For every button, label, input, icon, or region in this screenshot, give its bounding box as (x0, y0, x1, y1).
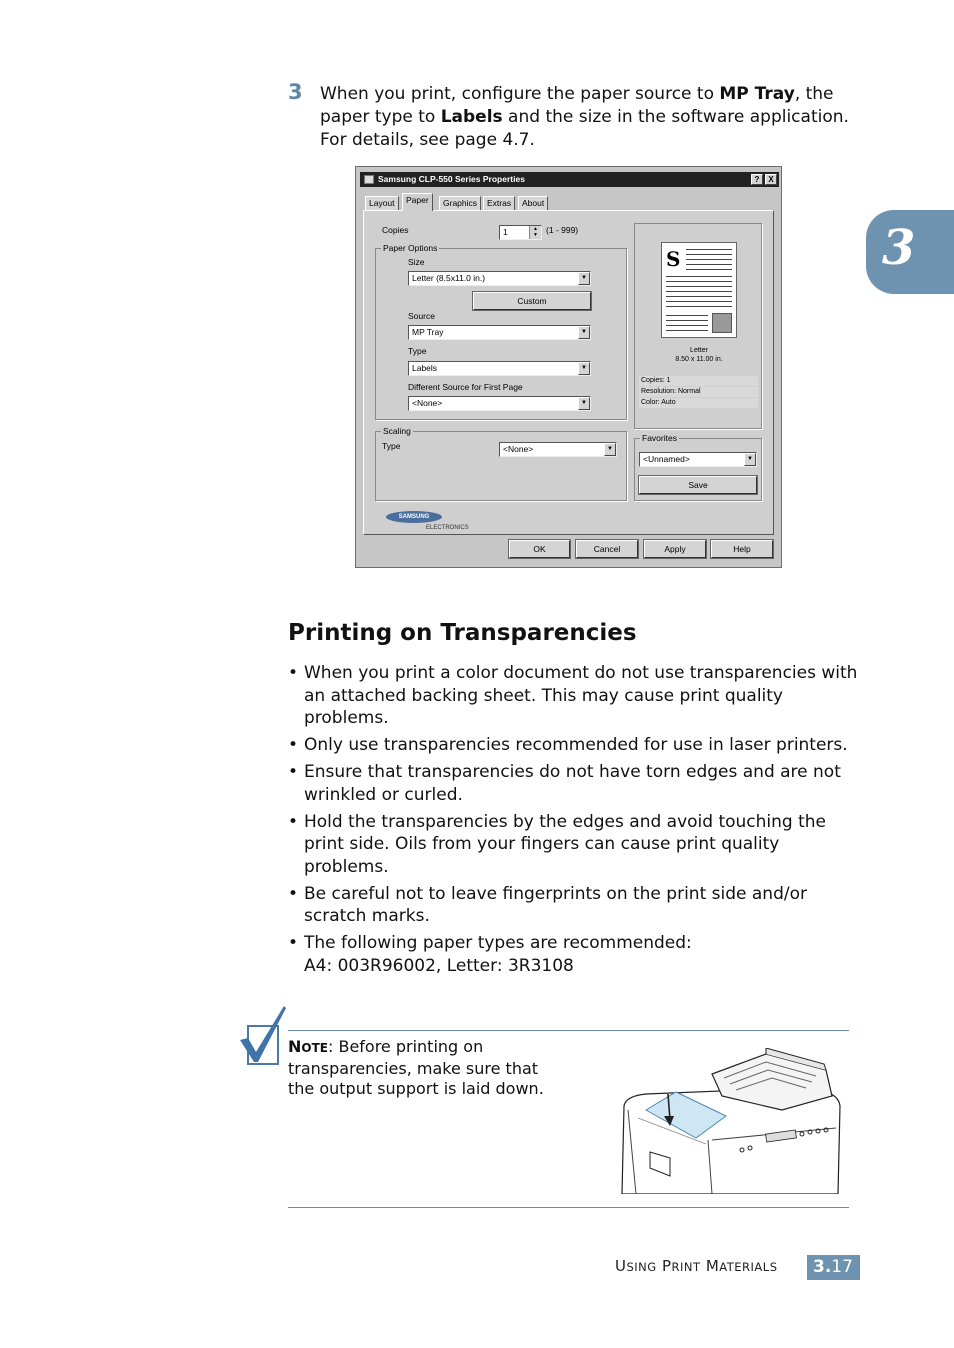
note-label-first: N (288, 1037, 302, 1056)
samsung-logo-sub: ELECTRONICS (426, 525, 469, 531)
bullet-text: Only use transparencies recommended for use in laser printers. (304, 735, 848, 755)
size-select[interactable] (408, 271, 591, 286)
preview-letter: S (666, 247, 681, 271)
chevron-down-icon[interactable]: ▼ (578, 397, 590, 410)
list-item (288, 811, 858, 879)
printer-illustration (616, 1048, 844, 1194)
copies-range: (1 - 999) (546, 225, 579, 235)
page-value: 17 (831, 1257, 853, 1277)
note-body: : Before printing on transparencies, make sure that the output support is laid down. (288, 1037, 544, 1098)
type-value: Labels (412, 363, 438, 373)
bullet-icon: • (288, 663, 299, 683)
chevron-down-icon[interactable]: ▼ (578, 272, 590, 285)
help-button[interactable]: Help (711, 540, 773, 558)
checkmark-note-icon (238, 1004, 288, 1066)
tab-layout[interactable]: Layout (365, 196, 399, 210)
note-label (288, 1037, 328, 1056)
note-text (288, 1037, 568, 1100)
copies-value: 1 (503, 227, 508, 237)
page-number (807, 1255, 860, 1280)
size-label: Size (408, 257, 425, 267)
chapter-tab (866, 210, 954, 294)
copies-input[interactable] (499, 225, 542, 240)
step-text-part: When you print, configure the paper source to (320, 84, 720, 104)
close-title-button[interactable]: X (765, 174, 777, 185)
bullet-text: When you print a color document do not use transparencies with an attached backing sheet. This may cause print quality problems. (304, 663, 858, 728)
bullet-text: Be careful not to leave fingerprints on the print side and/or scratch marks. (304, 883, 807, 926)
chevron-down-icon[interactable]: ▼ (578, 326, 590, 339)
step-text-part: and the size in the software application. For details, see page 4.7. (320, 107, 849, 150)
favorites-title: Favorites (642, 433, 677, 443)
tab-paper[interactable]: Paper (402, 193, 433, 211)
page-chapter: 3. (813, 1257, 832, 1277)
footer-letter: P (661, 1257, 672, 1275)
chevron-down-icon[interactable]: ▼ (578, 362, 590, 375)
custom-button[interactable]: Custom (473, 292, 591, 310)
paper-options-title: Paper Options (383, 243, 438, 253)
scaling-type-select[interactable] (499, 442, 617, 457)
list-item (288, 734, 858, 757)
footer-letter: M (705, 1257, 720, 1275)
paper-preview (634, 223, 762, 429)
copies-spinner[interactable]: ▲ ▼ (529, 226, 541, 239)
scaling-type-label: Type (382, 441, 401, 451)
paper-panel (363, 210, 774, 535)
bullet-icon: • (288, 762, 299, 782)
scaling-title: Scaling (383, 426, 411, 436)
chevron-down-icon[interactable]: ▼ (604, 443, 616, 456)
step-bold-labels: Labels (440, 107, 503, 127)
paper-options-group (375, 243, 627, 420)
info-copies: Copies: 1 (639, 376, 758, 386)
ok-button[interactable]: OK (509, 540, 570, 558)
bullet-text: Hold the transparencies by the edges and avoid touching the print side. Oils from your fingers can cause print quality problems. (304, 811, 827, 877)
dialog-title-bar (360, 172, 779, 187)
bullet-icon: • (288, 811, 299, 832)
note-rule-bottom (288, 1207, 849, 1208)
dialog-title: Samsung CLP-550 Series Properties (378, 174, 525, 184)
footer-letters: SING (626, 1260, 657, 1274)
bullet-icon: • (288, 735, 299, 755)
diff-source-label: Different Source for First Page (408, 382, 523, 392)
favorites-select[interactable] (639, 452, 757, 467)
bullet-text: Ensure that transparencies do not have torn edges and are not wrinkled or curled. (304, 762, 841, 805)
tab-extras[interactable]: Extras (483, 196, 515, 210)
footer-chapter-title (615, 1257, 778, 1275)
step-text (320, 83, 860, 152)
favorites-group (634, 433, 762, 501)
source-value: MP Tray (412, 327, 444, 337)
image-placeholder-icon (712, 313, 732, 333)
size-value: Letter (8.5x11.0 in.) (412, 273, 486, 283)
footer-letter: U (615, 1257, 627, 1275)
cancel-button[interactable]: Cancel (576, 540, 638, 558)
step-number: 3 (288, 80, 303, 104)
type-label: Type (408, 346, 427, 356)
save-button[interactable]: Save (639, 476, 757, 494)
samsung-logo: SAMSUNG (386, 511, 442, 523)
apply-button[interactable]: Apply (644, 540, 706, 558)
footer-letters: ATERIALS (719, 1260, 778, 1274)
properties-dialog (355, 166, 782, 568)
info-resolution: Resolution: Normal (639, 387, 758, 397)
preview-paper-size: 8.50 x 11.00 in. (675, 356, 723, 363)
tab-about[interactable]: About (518, 196, 548, 210)
section-heading: Printing on Transparencies (288, 620, 637, 646)
note-rule-top (288, 1030, 849, 1031)
scaling-type-value: <None> (503, 444, 534, 454)
source-label: Source (408, 311, 435, 321)
paper-sheet-preview (661, 242, 737, 338)
scaling-group (375, 426, 627, 501)
info-color: Color: Auto (639, 398, 758, 408)
bullet-text-line2: A4: 003R96002, Letter: 3R3108 (304, 955, 574, 976)
preview-paper-name: Letter (690, 347, 708, 354)
diff-source-select[interactable] (408, 396, 591, 411)
source-select[interactable] (408, 325, 591, 340)
footer-letters: RINT (671, 1260, 701, 1274)
chapter-tab-number: 3 (882, 220, 916, 276)
tab-graphics[interactable]: Graphics (439, 196, 481, 210)
copies-label: Copies (382, 225, 409, 235)
bullet-icon: • (288, 933, 299, 953)
favorites-value: <Unnamed> (643, 454, 690, 464)
list-item (288, 883, 858, 928)
help-title-button[interactable]: ? (751, 174, 763, 185)
type-select[interactable] (408, 361, 591, 376)
list-item (288, 761, 858, 806)
chevron-down-icon[interactable]: ▼ (744, 453, 756, 466)
transparency-bullet-list (288, 662, 858, 982)
list-item (288, 932, 858, 977)
bullet-icon: • (288, 883, 299, 904)
printer-icon (364, 175, 374, 184)
note-label-rest: OTE (301, 1041, 328, 1055)
step-bold-mp-tray: MP Tray (719, 84, 795, 104)
list-item (288, 662, 858, 730)
step-text-part: , the paper type to (320, 84, 834, 127)
bullet-text: The following paper types are recommended: (304, 933, 692, 953)
diff-source-value: <None> (412, 398, 443, 408)
